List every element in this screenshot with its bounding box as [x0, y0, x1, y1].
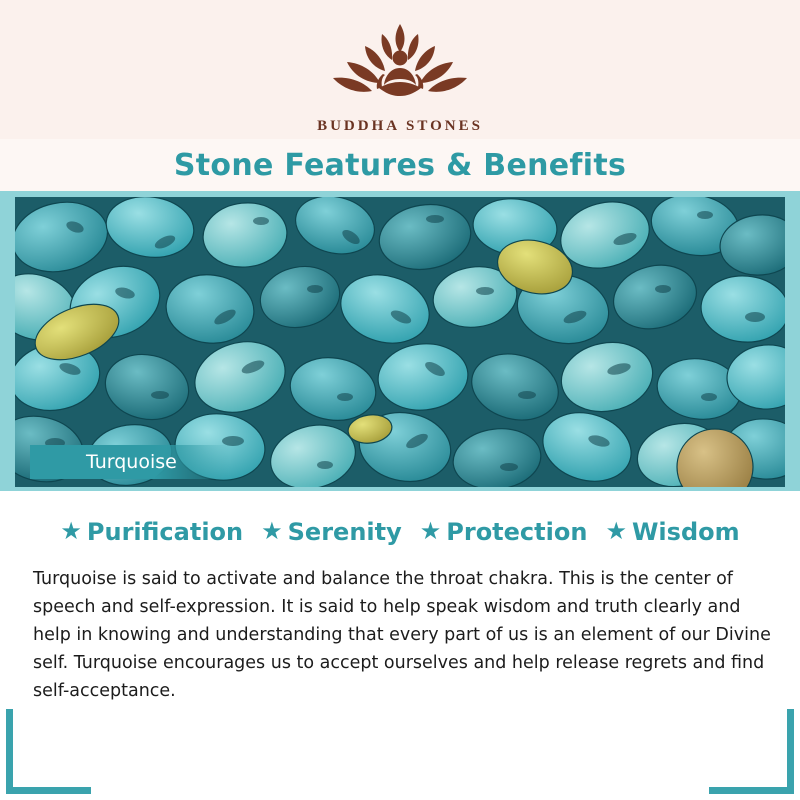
description-text: Turquoise is said to activate and balance the throat chakra. This is the center of speech and self-expression. It is said to help speak wisdom and truth clearly and help in knowing and understanding that every part of us is an element of our Divine self. Turquoise encourages us to accept ourselves and help release regrets and find self-acceptance. [33, 569, 771, 701]
photo-section [0, 191, 800, 491]
lotus-meditation-icon [325, 18, 475, 114]
benefit-item [261, 518, 402, 546]
benefit-label: Serenity [287, 518, 402, 546]
benefit-item [60, 518, 243, 546]
star-icon: ★ [605, 518, 627, 545]
star-icon: ★ [419, 518, 442, 545]
stone-photo-illustration [15, 197, 785, 487]
benefit-item [605, 518, 739, 546]
star-icon: ★ [261, 518, 283, 545]
star-icon: ★ [60, 518, 82, 545]
page-title: Stone Features & Benefits [173, 147, 627, 183]
header-section [0, 0, 800, 196]
title-band [0, 139, 800, 191]
benefit-label: Wisdom [631, 518, 740, 546]
stone-name: Turquoise [86, 451, 177, 473]
benefit-label: Protection [446, 518, 588, 546]
benefit-label: Purification [86, 518, 244, 546]
benefit-item [420, 518, 588, 546]
brand-logo [0, 18, 800, 135]
brand-name: BUDDHA STONES [317, 118, 483, 134]
turquoise-stones-photo [15, 197, 785, 487]
benefits-list [0, 518, 800, 546]
stone-name-badge [30, 445, 230, 479]
